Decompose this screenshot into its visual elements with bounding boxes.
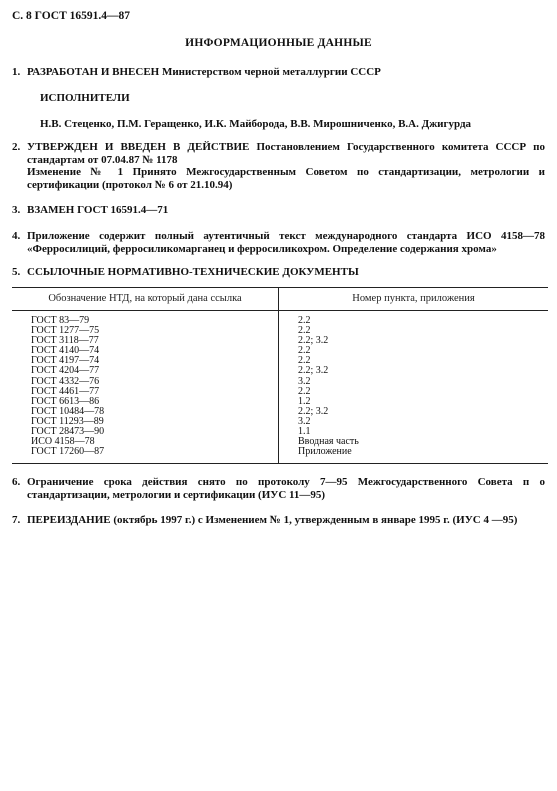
section-number: 1.	[12, 66, 21, 78]
section-number: 6.	[12, 476, 21, 488]
page-header: С. 8 ГОСТ 16591.4—87	[12, 10, 131, 22]
section-number: 5.	[12, 266, 21, 278]
section-text: ССЫЛОЧНЫЕ НОРМАТИВНО-ТЕХНИЧЕСКИЕ ДОКУМЕНТЫ	[27, 266, 359, 278]
table-top-rule	[12, 287, 548, 288]
table-cell: 2.2	[298, 345, 311, 357]
section-text: РАЗРАБОТАН И ВНЕСЕН Министерством черной металлургии СССР	[27, 66, 381, 78]
table-cell: 2.2	[298, 315, 311, 326]
section-number: 7.	[12, 514, 21, 526]
amendment-text: Изменение № 1 Принято Межгосударственным Советом по стандартизации, метрологии и сертификации (протокол № 6 от 21.10.94)	[27, 166, 545, 191]
section-number: 2.	[12, 141, 21, 153]
section-number: 4.	[12, 230, 21, 242]
table-bottom-rule	[12, 463, 548, 464]
table-cell: 2.2; 3.2	[298, 335, 329, 347]
section-text: ПЕРЕИЗДАНИЕ (октябрь 1997 г.) с Изменением № 1, утвержденным в январе 1995 г. (ИУС 4 —95)	[27, 514, 518, 526]
table-cell: 2.2; 3.2	[298, 405, 329, 417]
section-text: ВЗАМЕН ГОСТ 16591.4—71	[27, 204, 169, 216]
section-number: 3.	[12, 204, 21, 216]
section-text: Приложение содержит полный аутентичный текст международного стандарта ИСО 4158—78 «Ферросилиций, ферросиликомарганец и ферросиликохром. Определение содержания хрома»	[27, 230, 545, 255]
table-cell: 1.2	[298, 395, 311, 407]
table-cell: ИСО 4158—78	[31, 436, 95, 448]
table-cell: 3.2	[298, 375, 311, 387]
table-cell: 2.2	[298, 355, 311, 367]
table-column-divider	[278, 287, 279, 463]
table-cell: ГОСТ 4461—77	[31, 385, 100, 397]
page-title: ИНФОРМАЦИОННЫЕ ДАННЫЕ	[185, 37, 372, 49]
section-text: УТВЕРЖДЕН И ВВЕДЕН В ДЕЙСТВИЕ Постановлением Государственного комитета СССР по стандартам от 07.04.87 № 1178	[27, 141, 545, 166]
table-cell: 3.2	[298, 415, 311, 427]
table-cell: 2.2; 3.2	[298, 365, 329, 377]
executors-heading: ИСПОЛНИТЕЛИ	[40, 92, 130, 104]
table-column-documents	[31, 316, 104, 457]
table-cell: ГОСТ 1277—75	[31, 325, 100, 337]
table-cell: ГОСТ 17260—87	[31, 446, 105, 458]
executors-list: Н.В. Стеценко, П.М. Геращенко, И.К. Майборода, В.В. Мирошниченко, В.А. Джигурда	[40, 118, 472, 130]
table-cell: ГОСТ 4332—76	[31, 375, 100, 387]
table-cell: ГОСТ 4197—74	[31, 355, 100, 367]
table-cell: ГОСТ 6613—86	[31, 395, 100, 407]
table-cell: ГОСТ 4204—77	[31, 365, 100, 377]
table-cell: 2.2	[298, 385, 311, 397]
table-cell: Вводная часть	[298, 436, 359, 448]
section-text: Ограничение срока действия снято по протоколу 7—95 Межгосударственного Совета п о стандартизации, метрологии и сертификации (ИУС 11—95)	[27, 476, 545, 501]
section-body	[27, 141, 545, 191]
table-cell: ГОСТ 3118—77	[31, 335, 99, 347]
table-cell: ГОСТ 4140—74	[31, 345, 100, 357]
table-cell: ГОСТ 83—79	[31, 315, 90, 326]
table-cell: Приложение	[298, 446, 352, 458]
table-header-clause: Номер пункта, приложения	[352, 293, 475, 304]
table-header-rule	[12, 310, 548, 311]
table-column-clauses	[298, 316, 359, 457]
table-header-document: Обозначение НТД, на который дана ссылка	[48, 293, 242, 304]
table-cell: ГОСТ 10484—78	[31, 405, 105, 417]
table-cell: ГОСТ 11293—89	[31, 415, 104, 427]
table-cell: 1.1	[298, 426, 311, 438]
table-cell: 2.2	[298, 325, 311, 337]
table-cell: ГОСТ 28473—90	[31, 426, 105, 438]
